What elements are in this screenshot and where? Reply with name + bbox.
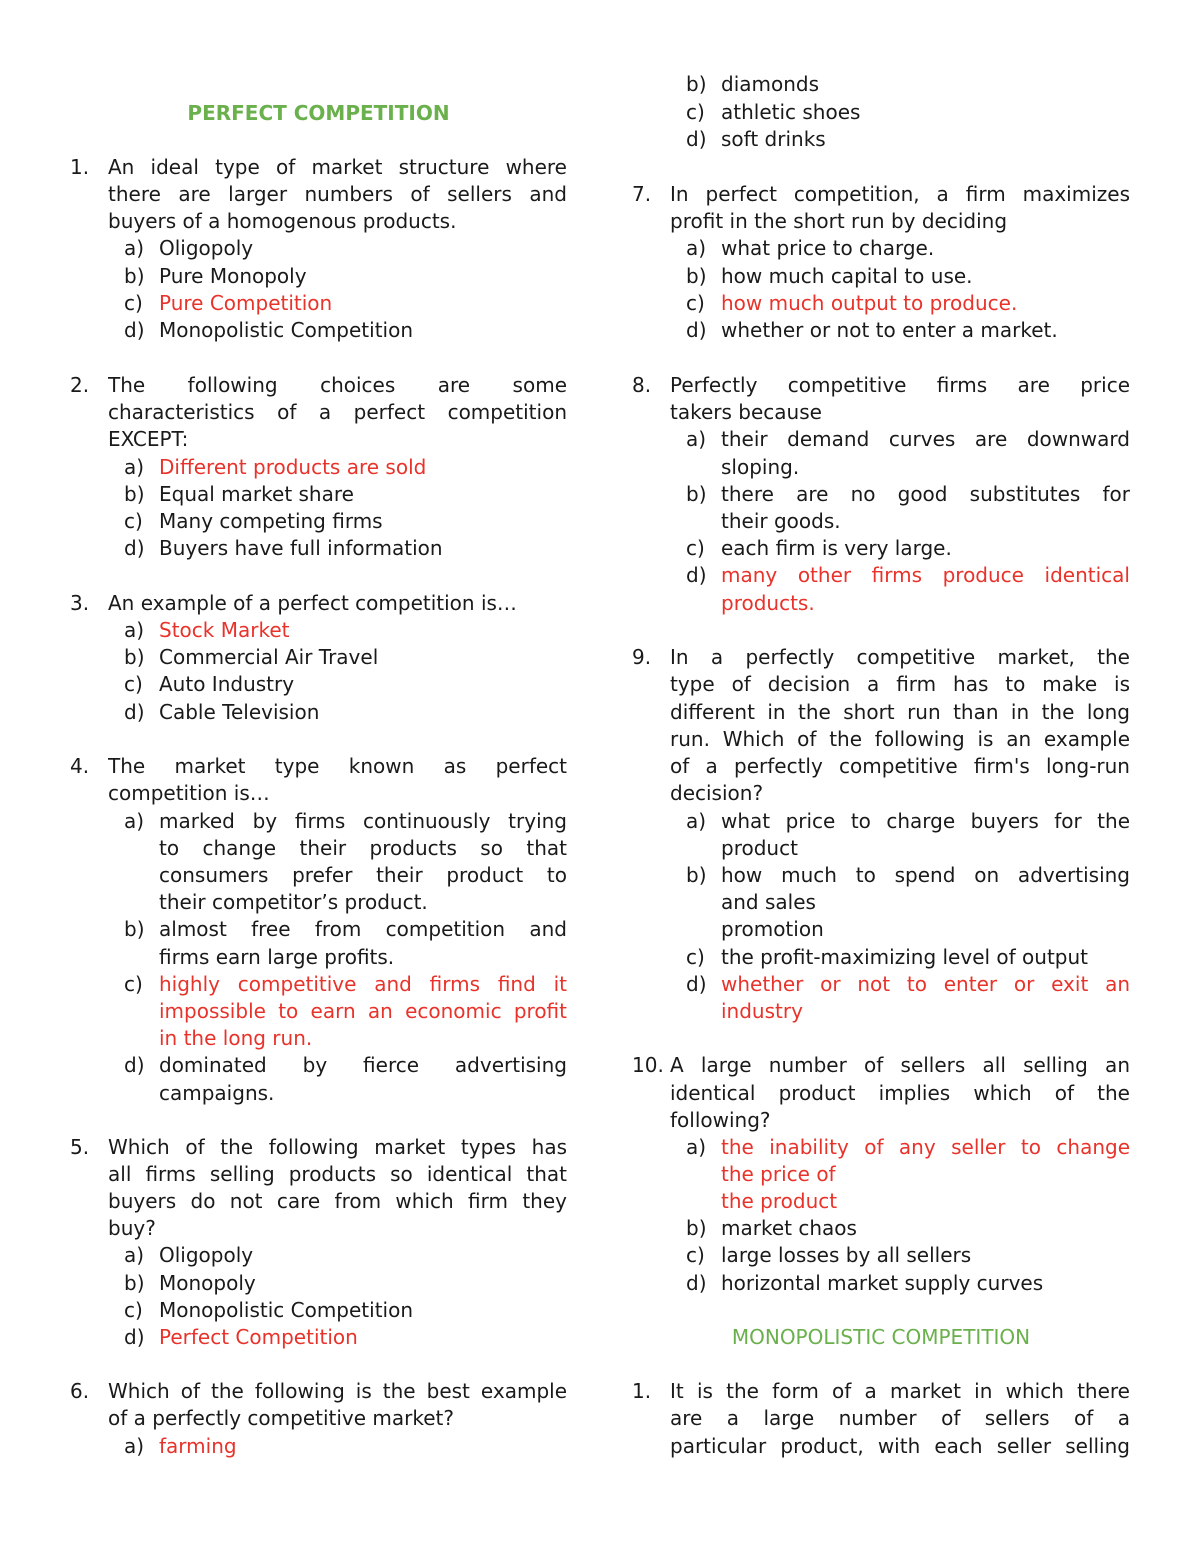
option-4d-line: campaigns. (159, 1081, 275, 1105)
option-10b: b) market chaos (686, 1216, 857, 1240)
option-4c-answer: c) highly competitive and firms find it (124, 972, 567, 996)
question-4-line: competition is… (108, 781, 270, 805)
question-m1-line: particular product, with each seller selling (670, 1434, 1130, 1458)
option-6b: b) diamonds (686, 72, 820, 96)
option-4c-line: impossible to earn an economic profit (159, 999, 567, 1023)
question-7-line: profit in the short run by deciding (670, 209, 1008, 233)
option-5d-answer: d) Perfect Competition (124, 1325, 358, 1349)
option-5b: b) Monopoly (124, 1271, 256, 1295)
option-9b-line: promotion (721, 917, 824, 941)
question-2-line: EXCEPT: (108, 427, 189, 451)
option-9d-answer: d) whether or not to enter or exit an (686, 972, 1130, 996)
option-10a-line: the price of (721, 1162, 836, 1186)
option-10c: c) large losses by all sellers (686, 1243, 972, 1267)
option-5c: c) Monopolistic Competition (124, 1298, 414, 1322)
option-9c: c) the profit-maximizing level of output (686, 945, 1089, 969)
option-10d: d) horizontal market supply curves (686, 1271, 1044, 1295)
question-10-line: following? (670, 1108, 771, 1132)
question-3: 3. An example of a perfect competition is… (70, 591, 517, 615)
option-1b: b) Pure Monopoly (124, 264, 307, 288)
question-9: 9. In a perfectly competitive market, the (632, 645, 1130, 669)
option-8b-line: their goods. (721, 509, 841, 533)
option-3b: b) Commercial Air Travel (124, 645, 379, 669)
question-6: 6. Which of the following is the best example (70, 1379, 567, 1403)
question-9-line: of a perfectly competitive firm's long-run (670, 754, 1130, 778)
question-6-line: of a perfectly competitive market? (108, 1406, 455, 1430)
question-m1-line: are a large number of sellers of a (670, 1406, 1130, 1430)
option-2c: c) Many competing firms (124, 509, 383, 533)
question-2: 2. The following choices are some (70, 373, 567, 397)
question-7: 7. In perfect competition, a firm maximizes (632, 182, 1130, 206)
option-2d: d) Buyers have full information (124, 536, 443, 560)
option-7d: d) whether or not to enter a market. (686, 318, 1058, 342)
option-4a-line: consumers prefer their product to (159, 863, 567, 887)
question-8-line: takers because (670, 400, 822, 424)
option-10a-line: the product (721, 1189, 838, 1213)
question-9-line: run. Which of the following is an example (670, 727, 1130, 751)
option-1c-answer: c) Pure Competition (124, 291, 333, 315)
option-4a: a) marked by firms continuously trying (124, 809, 567, 833)
option-1a: a) Oligopoly (124, 236, 254, 260)
question-10-line: identical product implies which of the (670, 1081, 1130, 1105)
question-5-line: buy? (108, 1216, 156, 1240)
option-8b: b) there are no good substitutes for (686, 482, 1130, 506)
option-5a: a) Oligopoly (124, 1243, 254, 1267)
question-2-line: characteristics of a perfect competition (108, 400, 567, 424)
option-1d: d) Monopolistic Competition (124, 318, 414, 342)
option-2a-answer: a) Different products are sold (124, 455, 427, 479)
option-8c: c) each firm is very large. (686, 536, 952, 560)
question-m1: 1. It is the form of a market in which there (632, 1379, 1130, 1403)
question-1-line: there are larger numbers of sellers and (108, 182, 567, 206)
option-7b: b) how much capital to use. (686, 264, 973, 288)
option-7a: a) what price to charge. (686, 236, 935, 260)
option-9b-line: and sales (721, 890, 816, 914)
option-4d: d) dominated by fierce advertising (124, 1053, 567, 1077)
option-4a-line: to change their products so that (159, 836, 567, 860)
option-9b: b) how much to spend on advertising (686, 863, 1130, 887)
question-1: 1. An ideal type of market structure where (70, 155, 567, 179)
question-5-line: all firms selling products so identical that (108, 1162, 567, 1186)
question-5-line: buyers do not care from which firm they (108, 1189, 567, 1213)
option-10a-answer: a) the inability of any seller to change (686, 1135, 1130, 1159)
question-9-line: decision? (670, 781, 764, 805)
question-1-line: buyers of a homogenous products. (108, 209, 457, 233)
option-4b: b) almost free from competition and (124, 917, 567, 941)
option-4a-line: their competitor’s product. (159, 890, 428, 914)
option-4b-line: firms earn large profits. (159, 945, 395, 969)
question-8: 8. Perfectly competitive firms are price (632, 373, 1130, 397)
option-9a: a) what price to charge buyers for the (686, 809, 1130, 833)
question-4: 4. The market type known as perfect (70, 754, 567, 778)
option-8a-line: sloping. (721, 455, 800, 479)
question-10: 10. A large number of sellers all selling an (632, 1053, 1130, 1077)
option-8d-answer: d) many other firms produce identical (686, 563, 1130, 587)
option-3c: c) Auto Industry (124, 672, 295, 696)
option-3d: d) Cable Television (124, 700, 320, 724)
option-4c-line: in the long run. (159, 1026, 313, 1050)
question-5: 5. Which of the following market types has (70, 1135, 567, 1159)
option-6c: c) athletic shoes (686, 100, 861, 124)
question-9-line: different in the short run than in the long (670, 700, 1130, 724)
option-3a-answer: a) Stock Market (124, 618, 290, 642)
option-9d-line: industry (721, 999, 803, 1023)
option-7c-answer: c) how much output to produce. (686, 291, 1018, 315)
option-8a: a) their demand curves are downward (686, 427, 1130, 451)
option-9a-line: product (721, 836, 798, 860)
option-6d: d) soft drinks (686, 127, 826, 151)
section-heading-monopolistic-competition: MONOPOLISTIC COMPETITION (731, 1325, 1031, 1349)
option-6a-answer: a) farming (124, 1434, 237, 1458)
option-2b: b) Equal market share (124, 482, 354, 506)
section-heading-perfect-competition: PERFECT COMPETITION (187, 101, 450, 125)
question-9-line: type of decision a firm has to make is (670, 672, 1130, 696)
option-8d-line: products. (721, 591, 815, 615)
